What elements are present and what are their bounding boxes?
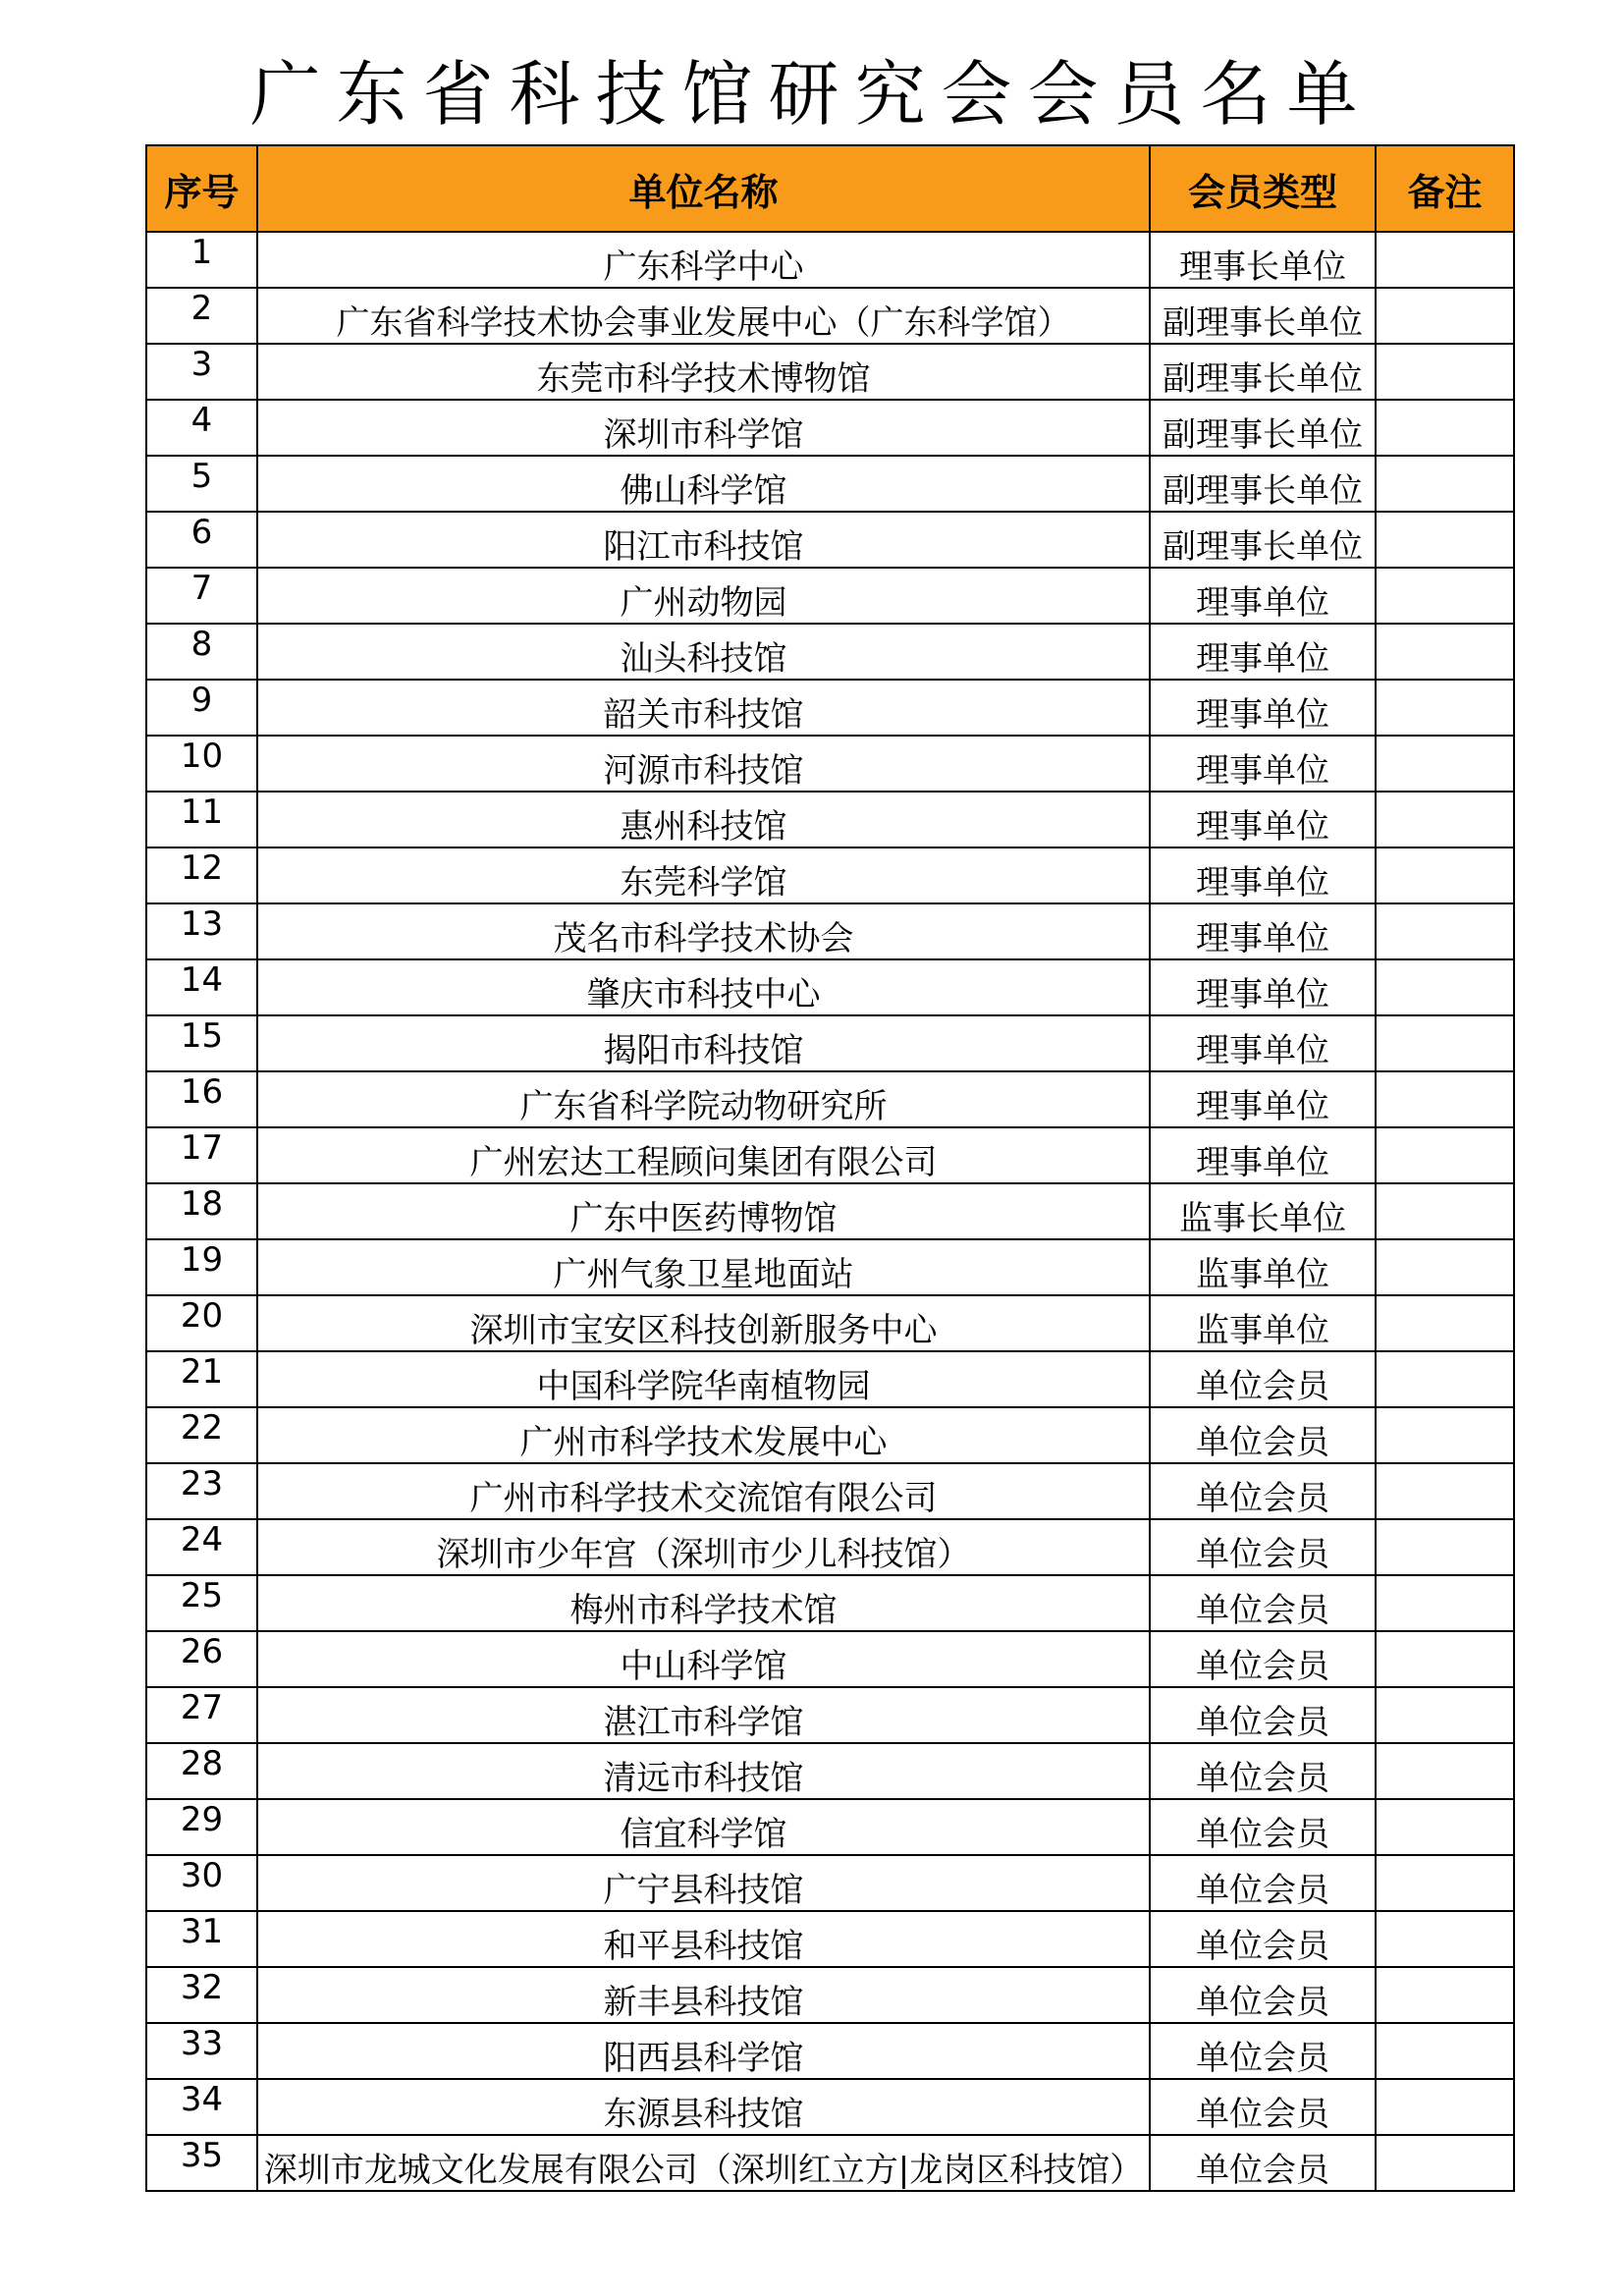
member-type-cell: 单位会员 [1150, 1687, 1376, 1743]
row-number-cell: 10 [146, 736, 257, 792]
member-type-cell: 单位会员 [1150, 2079, 1376, 2135]
unit-name-cell: 中山科学馆 [257, 1631, 1150, 1687]
row-number-cell: 18 [146, 1183, 257, 1239]
table-row [146, 1127, 1514, 1183]
note-cell [1376, 680, 1514, 736]
unit-name-cell: 梅州市科学技术馆 [257, 1575, 1150, 1631]
note-cell [1376, 344, 1514, 400]
row-number-cell: 16 [146, 1071, 257, 1127]
row-number-cell: 7 [146, 568, 257, 624]
member-type-cell: 监事单位 [1150, 1295, 1376, 1351]
header-name: 单位名称 [257, 145, 1150, 232]
note-cell [1376, 456, 1514, 512]
row-number-cell: 27 [146, 1687, 257, 1743]
member-table [145, 144, 1515, 2192]
table-row [146, 1575, 1514, 1631]
unit-name-cell: 广东省科学技术协会事业发展中心（广东科学馆） [257, 288, 1150, 344]
unit-name-cell: 深圳市少年宫（深圳市少儿科技馆） [257, 1519, 1150, 1575]
note-cell [1376, 1799, 1514, 1855]
unit-name-cell: 阳江市科技馆 [257, 512, 1150, 568]
member-type-cell: 理事单位 [1150, 1015, 1376, 1071]
note-cell [1376, 2023, 1514, 2079]
row-number-cell: 28 [146, 1743, 257, 1799]
row-number-cell: 25 [146, 1575, 257, 1631]
row-number-cell: 11 [146, 792, 257, 847]
unit-name-cell: 清远市科技馆 [257, 1743, 1150, 1799]
row-number-cell: 5 [146, 456, 257, 512]
table-body [146, 232, 1514, 2191]
unit-name-cell: 揭阳市科技馆 [257, 1015, 1150, 1071]
note-cell [1376, 1127, 1514, 1183]
member-type-cell: 副理事长单位 [1150, 456, 1376, 512]
unit-name-cell: 广州动物园 [257, 568, 1150, 624]
note-cell [1376, 2079, 1514, 2135]
table-row [146, 1239, 1514, 1295]
table-row [146, 1183, 1514, 1239]
page-title: 广东省科技馆研究会会员名单 [249, 53, 1374, 136]
note-cell [1376, 736, 1514, 792]
unit-name-cell: 东莞科学馆 [257, 847, 1150, 903]
table-row [146, 568, 1514, 624]
table-row [146, 1799, 1514, 1855]
row-number-cell: 21 [146, 1351, 257, 1407]
row-number-cell: 34 [146, 2079, 257, 2135]
row-number-cell: 33 [146, 2023, 257, 2079]
row-number-cell: 22 [146, 1407, 257, 1463]
member-type-cell: 单位会员 [1150, 1911, 1376, 1967]
table-row [146, 959, 1514, 1015]
unit-name-cell: 广州宏达工程顾问集团有限公司 [257, 1127, 1150, 1183]
member-type-cell: 理事单位 [1150, 736, 1376, 792]
row-number-cell: 26 [146, 1631, 257, 1687]
table-row [146, 1295, 1514, 1351]
table-row [146, 456, 1514, 512]
note-cell [1376, 2135, 1514, 2191]
member-type-cell: 副理事长单位 [1150, 288, 1376, 344]
note-cell [1376, 288, 1514, 344]
member-type-cell: 单位会员 [1150, 1855, 1376, 1911]
row-number-cell: 29 [146, 1799, 257, 1855]
note-cell [1376, 568, 1514, 624]
member-type-cell: 副理事长单位 [1150, 512, 1376, 568]
unit-name-cell: 肇庆市科技中心 [257, 959, 1150, 1015]
row-number-cell: 8 [146, 624, 257, 680]
row-number-cell: 23 [146, 1463, 257, 1519]
unit-name-cell: 深圳市科学馆 [257, 400, 1150, 456]
table-row [146, 1407, 1514, 1463]
unit-name-cell: 广州市科学技术交流馆有限公司 [257, 1463, 1150, 1519]
unit-name-cell: 广东中医药博物馆 [257, 1183, 1150, 1239]
row-number-cell: 31 [146, 1911, 257, 1967]
row-number-cell: 20 [146, 1295, 257, 1351]
member-type-cell: 单位会员 [1150, 1519, 1376, 1575]
row-number-cell: 19 [146, 1239, 257, 1295]
note-cell [1376, 1967, 1514, 2023]
table-row [146, 1631, 1514, 1687]
note-cell [1376, 1911, 1514, 1967]
table-row [146, 1855, 1514, 1911]
table-row [146, 1911, 1514, 1967]
table-row [146, 903, 1514, 959]
unit-name-cell: 深圳市龙城文化发展有限公司（深圳红立方|龙岗区科技馆） [257, 2135, 1150, 2191]
note-cell [1376, 903, 1514, 959]
row-number-cell: 35 [146, 2135, 257, 2191]
header-type: 会员类型 [1150, 145, 1376, 232]
member-type-cell: 单位会员 [1150, 1575, 1376, 1631]
unit-name-cell: 中国科学院华南植物园 [257, 1351, 1150, 1407]
note-cell [1376, 400, 1514, 456]
table-row [146, 1967, 1514, 2023]
note-cell [1376, 1239, 1514, 1295]
note-cell [1376, 512, 1514, 568]
note-cell [1376, 1463, 1514, 1519]
member-type-cell: 单位会员 [1150, 1631, 1376, 1687]
note-cell [1376, 1183, 1514, 1239]
unit-name-cell: 东源县科技馆 [257, 2079, 1150, 2135]
row-number-cell: 15 [146, 1015, 257, 1071]
note-cell [1376, 959, 1514, 1015]
unit-name-cell: 和平县科技馆 [257, 1911, 1150, 1967]
table-row [146, 288, 1514, 344]
row-number-cell: 4 [146, 400, 257, 456]
member-type-cell: 理事单位 [1150, 959, 1376, 1015]
member-type-cell: 理事单位 [1150, 792, 1376, 847]
row-number-cell: 3 [146, 344, 257, 400]
table-row [146, 2135, 1514, 2191]
unit-name-cell: 广东科学中心 [257, 232, 1150, 288]
note-cell [1376, 1575, 1514, 1631]
table-row [146, 1687, 1514, 1743]
header-no: 序号 [146, 145, 257, 232]
table-row [146, 792, 1514, 847]
note-cell [1376, 1855, 1514, 1911]
member-type-cell: 理事单位 [1150, 680, 1376, 736]
table-row [146, 344, 1514, 400]
table-row [146, 1743, 1514, 1799]
row-number-cell: 32 [146, 1967, 257, 2023]
unit-name-cell: 广东省科学院动物研究所 [257, 1071, 1150, 1127]
table-row [146, 1071, 1514, 1127]
table-row [146, 232, 1514, 288]
member-type-cell: 单位会员 [1150, 1351, 1376, 1407]
note-cell [1376, 1407, 1514, 1463]
member-type-cell: 理事单位 [1150, 568, 1376, 624]
member-type-cell: 理事长单位 [1150, 232, 1376, 288]
note-cell [1376, 1015, 1514, 1071]
member-type-cell: 单位会员 [1150, 1407, 1376, 1463]
member-type-cell: 单位会员 [1150, 1463, 1376, 1519]
header-row [146, 145, 1514, 232]
unit-name-cell: 汕头科技馆 [257, 624, 1150, 680]
row-number-cell: 24 [146, 1519, 257, 1575]
table-row [146, 1463, 1514, 1519]
note-cell [1376, 1687, 1514, 1743]
table-row [146, 2023, 1514, 2079]
member-type-cell: 单位会员 [1150, 1799, 1376, 1855]
table-row [146, 624, 1514, 680]
unit-name-cell: 深圳市宝安区科技创新服务中心 [257, 1295, 1150, 1351]
member-type-cell: 副理事长单位 [1150, 344, 1376, 400]
unit-name-cell: 韶关市科技馆 [257, 680, 1150, 736]
member-type-cell: 理事单位 [1150, 624, 1376, 680]
table-row [146, 400, 1514, 456]
unit-name-cell: 新丰县科技馆 [257, 1967, 1150, 2023]
member-type-cell: 理事单位 [1150, 903, 1376, 959]
unit-name-cell: 广州市科学技术发展中心 [257, 1407, 1150, 1463]
member-type-cell: 理事单位 [1150, 847, 1376, 903]
unit-name-cell: 湛江市科学馆 [257, 1687, 1150, 1743]
note-cell [1376, 1071, 1514, 1127]
member-type-cell: 单位会员 [1150, 1967, 1376, 2023]
row-number-cell: 17 [146, 1127, 257, 1183]
row-number-cell: 9 [146, 680, 257, 736]
row-number-cell: 30 [146, 1855, 257, 1911]
member-type-cell: 单位会员 [1150, 1743, 1376, 1799]
unit-name-cell: 广州气象卫星地面站 [257, 1239, 1150, 1295]
member-type-cell: 理事单位 [1150, 1127, 1376, 1183]
member-type-cell: 单位会员 [1150, 2023, 1376, 2079]
unit-name-cell: 茂名市科学技术协会 [257, 903, 1150, 959]
table-row [146, 680, 1514, 736]
unit-name-cell: 信宜科学馆 [257, 1799, 1150, 1855]
note-cell [1376, 232, 1514, 288]
note-cell [1376, 1295, 1514, 1351]
row-number-cell: 6 [146, 512, 257, 568]
header-note: 备注 [1376, 145, 1514, 232]
table-row [146, 1015, 1514, 1071]
table-row [146, 1519, 1514, 1575]
note-cell [1376, 1631, 1514, 1687]
member-type-cell: 理事单位 [1150, 1071, 1376, 1127]
table-row [146, 1351, 1514, 1407]
note-cell [1376, 792, 1514, 847]
note-cell [1376, 1351, 1514, 1407]
row-number-cell: 2 [146, 288, 257, 344]
member-type-cell: 单位会员 [1150, 2135, 1376, 2191]
note-cell [1376, 1519, 1514, 1575]
row-number-cell: 13 [146, 903, 257, 959]
table-row [146, 2079, 1514, 2135]
row-number-cell: 12 [146, 847, 257, 903]
unit-name-cell: 河源市科技馆 [257, 736, 1150, 792]
table-row [146, 847, 1514, 903]
member-type-cell: 副理事长单位 [1150, 400, 1376, 456]
row-number-cell: 1 [146, 232, 257, 288]
row-number-cell: 14 [146, 959, 257, 1015]
unit-name-cell: 东莞市科学技术博物馆 [257, 344, 1150, 400]
member-type-cell: 监事单位 [1150, 1239, 1376, 1295]
unit-name-cell: 广宁县科技馆 [257, 1855, 1150, 1911]
note-cell [1376, 1743, 1514, 1799]
unit-name-cell: 惠州科技馆 [257, 792, 1150, 847]
unit-name-cell: 佛山科学馆 [257, 456, 1150, 512]
member-type-cell: 监事长单位 [1150, 1183, 1376, 1239]
note-cell [1376, 624, 1514, 680]
table-row [146, 512, 1514, 568]
unit-name-cell: 阳西县科学馆 [257, 2023, 1150, 2079]
note-cell [1376, 847, 1514, 903]
table-header [146, 145, 1514, 232]
table-row [146, 736, 1514, 792]
